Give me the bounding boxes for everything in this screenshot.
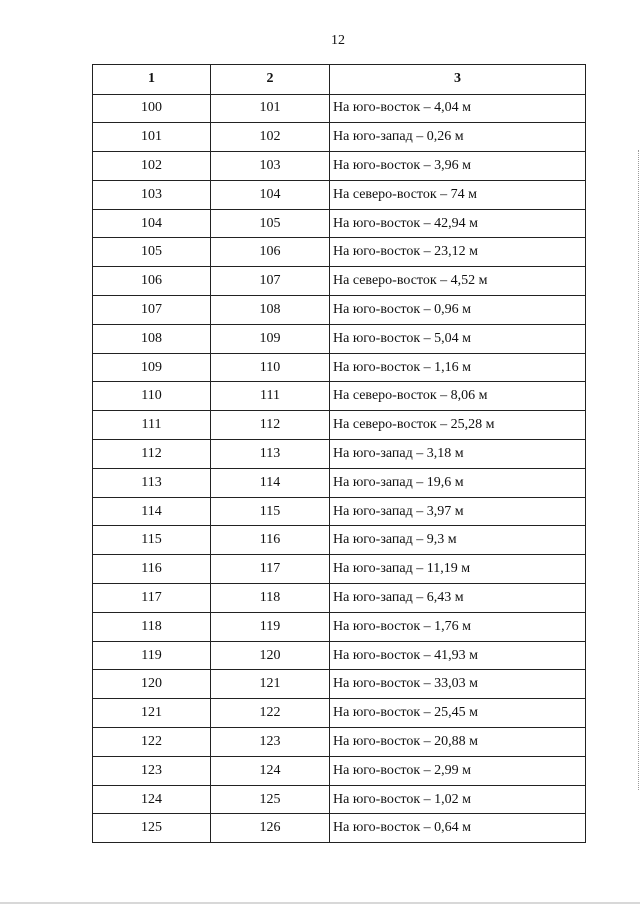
point-from-cell: 122 — [93, 728, 211, 757]
table-row — [93, 641, 586, 670]
point-to-cell: 101 — [211, 94, 330, 123]
point-to-cell: 108 — [211, 296, 330, 325]
table-row — [93, 209, 586, 238]
table-row — [93, 468, 586, 497]
direction-cell: На юго-восток – 41,93 м — [330, 641, 586, 670]
direction-cell: На юго-восток – 20,88 м — [330, 728, 586, 757]
table-row — [93, 296, 586, 325]
point-to-cell: 103 — [211, 152, 330, 181]
direction-cell: На юго-восток – 4,04 м — [330, 94, 586, 123]
table-row — [93, 267, 586, 296]
point-from-cell: 118 — [93, 612, 211, 641]
table-row — [93, 699, 586, 728]
direction-cell: На юго-восток – 3,96 м — [330, 152, 586, 181]
point-to-cell: 107 — [211, 267, 330, 296]
point-to-cell: 102 — [211, 123, 330, 152]
point-to-cell: 110 — [211, 353, 330, 382]
table-header-row — [93, 65, 586, 95]
direction-cell: На юго-запад – 3,18 м — [330, 440, 586, 469]
scan-edge-mark — [635, 150, 639, 790]
point-to-cell: 113 — [211, 440, 330, 469]
table-row — [93, 353, 586, 382]
point-from-cell: 104 — [93, 209, 211, 238]
direction-cell: На юго-запад – 9,3 м — [330, 526, 586, 555]
point-from-cell: 105 — [93, 238, 211, 267]
table-row — [93, 785, 586, 814]
direction-cell: На юго-восток – 0,64 м — [330, 814, 586, 843]
point-from-cell: 108 — [93, 324, 211, 353]
direction-cell: На юго-восток – 25,45 м — [330, 699, 586, 728]
point-to-cell: 109 — [211, 324, 330, 353]
point-to-cell: 114 — [211, 468, 330, 497]
direction-cell: На юго-запад – 3,97 м — [330, 497, 586, 526]
point-to-cell: 119 — [211, 612, 330, 641]
direction-cell: На северо-восток – 74 м — [330, 180, 586, 209]
point-to-cell: 122 — [211, 699, 330, 728]
table-row — [93, 756, 586, 785]
direction-cell: На юго-восток – 1,16 м — [330, 353, 586, 382]
table-row — [93, 584, 586, 613]
table-row — [93, 382, 586, 411]
point-to-cell: 117 — [211, 555, 330, 584]
table-row — [93, 238, 586, 267]
column-header-1: 1 — [93, 65, 211, 95]
scan-bottom-edge — [0, 902, 640, 904]
table-row — [93, 497, 586, 526]
table-row — [93, 123, 586, 152]
point-from-cell: 102 — [93, 152, 211, 181]
point-from-cell: 120 — [93, 670, 211, 699]
table-row — [93, 526, 586, 555]
point-to-cell: 118 — [211, 584, 330, 613]
point-from-cell: 117 — [93, 584, 211, 613]
point-from-cell: 112 — [93, 440, 211, 469]
point-from-cell: 123 — [93, 756, 211, 785]
direction-cell: На северо-восток – 25,28 м — [330, 411, 586, 440]
point-from-cell: 100 — [93, 94, 211, 123]
table-header — [93, 65, 586, 95]
table-row — [93, 411, 586, 440]
direction-cell: На юго-запад – 19,6 м — [330, 468, 586, 497]
point-to-cell: 121 — [211, 670, 330, 699]
point-from-cell: 101 — [93, 123, 211, 152]
direction-cell: На юго-восток – 23,12 м — [330, 238, 586, 267]
table-row — [93, 152, 586, 181]
table-row — [93, 814, 586, 843]
point-to-cell: 104 — [211, 180, 330, 209]
direction-cell: На юго-запад – 0,26 м — [330, 123, 586, 152]
point-to-cell: 106 — [211, 238, 330, 267]
point-to-cell: 123 — [211, 728, 330, 757]
direction-cell: На северо-восток – 4,52 м — [330, 267, 586, 296]
point-to-cell: 120 — [211, 641, 330, 670]
direction-cell: На северо-восток – 8,06 м — [330, 382, 586, 411]
column-header-3: 3 — [330, 65, 586, 95]
point-from-cell: 111 — [93, 411, 211, 440]
point-from-cell: 106 — [93, 267, 211, 296]
coordinates-table — [92, 64, 586, 843]
direction-cell: На юго-восток – 42,94 м — [330, 209, 586, 238]
point-from-cell: 125 — [93, 814, 211, 843]
point-from-cell: 103 — [93, 180, 211, 209]
point-to-cell: 125 — [211, 785, 330, 814]
page-number: 12 — [331, 33, 345, 48]
point-from-cell: 116 — [93, 555, 211, 584]
table-row — [93, 440, 586, 469]
table-row — [93, 555, 586, 584]
direction-cell: На юго-восток – 1,76 м — [330, 612, 586, 641]
direction-cell: На юго-запад – 11,19 м — [330, 555, 586, 584]
point-to-cell: 112 — [211, 411, 330, 440]
column-header-2: 2 — [211, 65, 330, 95]
point-from-cell: 109 — [93, 353, 211, 382]
table-row — [93, 324, 586, 353]
table-row — [93, 728, 586, 757]
direction-cell: На юго-запад – 6,43 м — [330, 584, 586, 613]
point-to-cell: 115 — [211, 497, 330, 526]
point-from-cell: 114 — [93, 497, 211, 526]
point-to-cell: 111 — [211, 382, 330, 411]
direction-cell: На юго-восток – 5,04 м — [330, 324, 586, 353]
point-to-cell: 124 — [211, 756, 330, 785]
table-row — [93, 180, 586, 209]
direction-cell: На юго-восток – 0,96 м — [330, 296, 586, 325]
direction-cell: На юго-восток – 1,02 м — [330, 785, 586, 814]
point-from-cell: 119 — [93, 641, 211, 670]
table-row — [93, 670, 586, 699]
point-to-cell: 126 — [211, 814, 330, 843]
table-row — [93, 612, 586, 641]
table-body — [93, 94, 586, 843]
point-from-cell: 110 — [93, 382, 211, 411]
point-to-cell: 105 — [211, 209, 330, 238]
point-from-cell: 113 — [93, 468, 211, 497]
direction-cell: На юго-восток – 2,99 м — [330, 756, 586, 785]
direction-cell: На юго-восток – 33,03 м — [330, 670, 586, 699]
point-from-cell: 107 — [93, 296, 211, 325]
point-from-cell: 115 — [93, 526, 211, 555]
point-to-cell: 116 — [211, 526, 330, 555]
point-from-cell: 124 — [93, 785, 211, 814]
point-from-cell: 121 — [93, 699, 211, 728]
table-row — [93, 94, 586, 123]
